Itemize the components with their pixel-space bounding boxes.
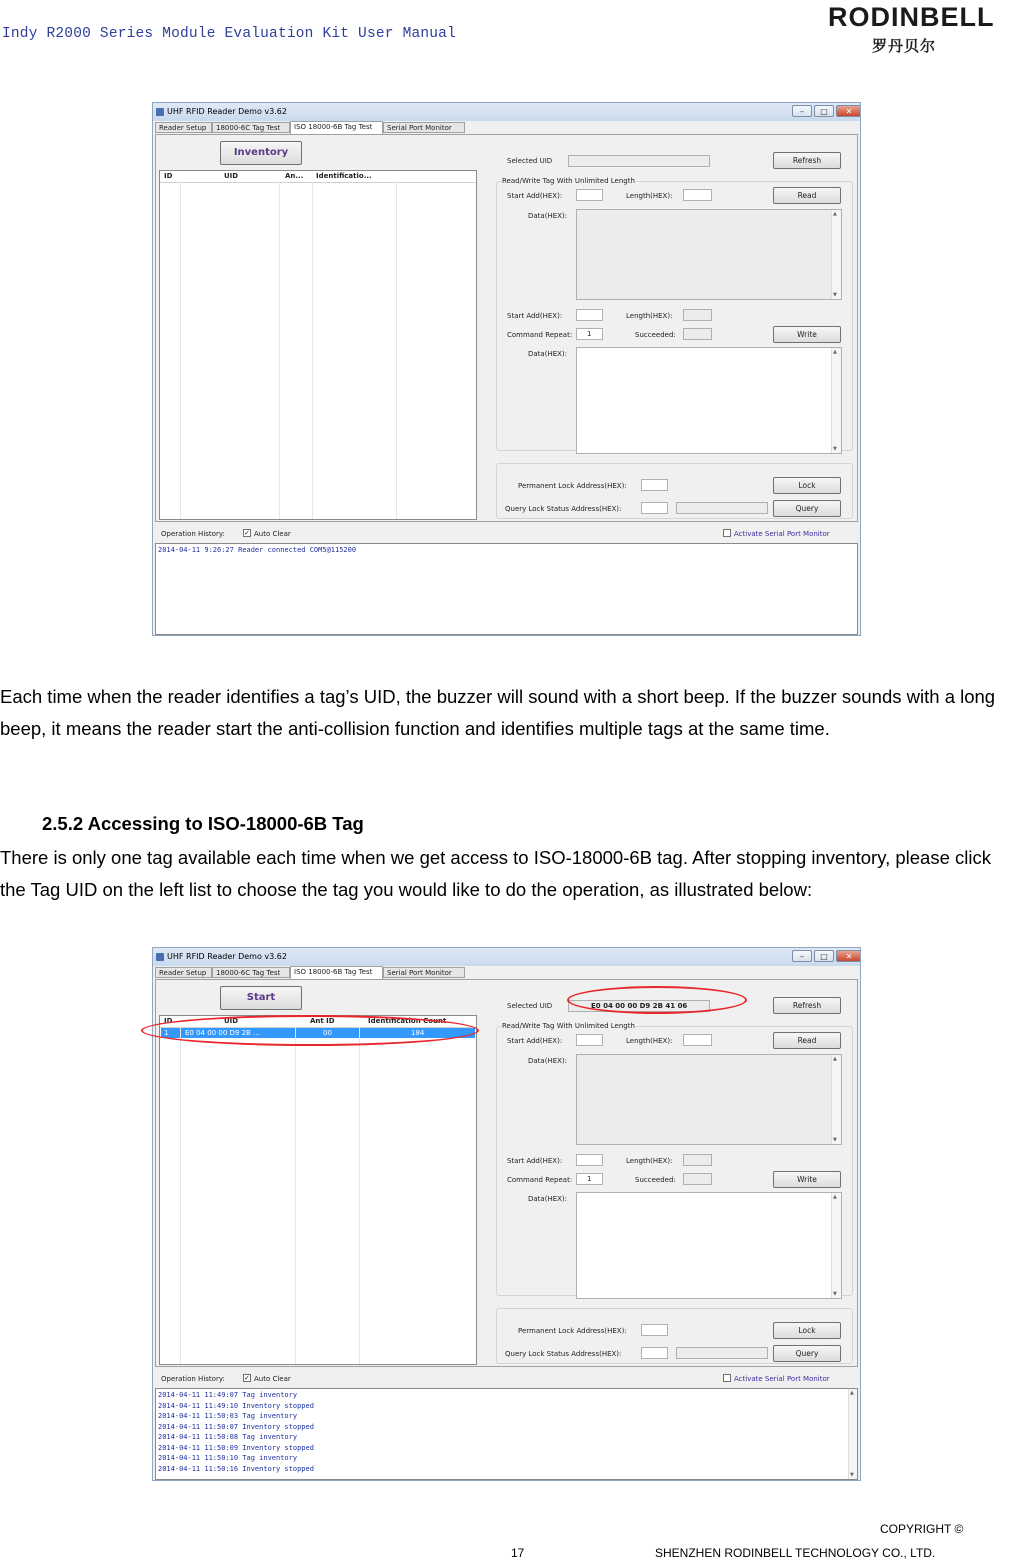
data-read-textarea[interactable]: [576, 209, 842, 300]
window-title: UHF RFID Reader Demo v3.62: [167, 107, 287, 116]
query-lock-label: Query Lock Status Address(HEX):: [505, 505, 622, 513]
minimize-button[interactable]: –: [792, 105, 812, 117]
query-button[interactable]: Query: [773, 1345, 841, 1362]
write-button[interactable]: Write: [773, 1171, 841, 1188]
operation-log[interactable]: [155, 543, 858, 635]
start-add-write-input[interactable]: [576, 309, 603, 321]
selected-uid-label: Selected UID: [507, 157, 553, 165]
log-line: 2014-04-11 11:50:08 Tag inventory: [158, 1433, 298, 1441]
length-input[interactable]: [683, 1034, 712, 1046]
auto-clear-label: Auto Clear: [254, 530, 291, 538]
lock-button[interactable]: Lock: [773, 477, 841, 494]
page-number: 17: [511, 1546, 525, 1560]
length-write-label: Length(HEX):: [626, 312, 673, 320]
col-id[interactable]: ID: [164, 172, 173, 180]
tab-reader-setup[interactable]: Reader Setup: [155, 967, 212, 978]
start-add-write-label: Start Add(HEX):: [507, 312, 563, 320]
succeeded-field: [683, 1173, 712, 1185]
inventory-button[interactable]: Inventory: [220, 141, 302, 165]
activate-monitor-checkbox[interactable]: [723, 1374, 731, 1382]
screenshot-window-inventory: [152, 102, 861, 636]
rw-group-title: Read/Write Tag With Unlimited Length: [502, 177, 635, 185]
succeeded-field: [683, 328, 712, 340]
start-button[interactable]: Start: [220, 986, 302, 1010]
length-label: Length(HEX):: [626, 1037, 673, 1045]
write-button[interactable]: Write: [773, 326, 841, 343]
log-line: 2014-04-11 11:50:09 Inventory stopped: [158, 1443, 314, 1452]
length-write-label: Length(HEX):: [626, 1157, 673, 1165]
query-lock-label: Query Lock Status Address(HEX):: [505, 1350, 622, 1358]
start-add-input[interactable]: [576, 189, 603, 201]
command-repeat-input[interactable]: 1: [576, 1173, 603, 1185]
data-write-label: Data(HEX):: [528, 1195, 568, 1203]
operation-history-label: Operation History:: [161, 530, 225, 538]
row-ant: 00: [323, 1029, 332, 1037]
document-title: Indy R2000 Series Module Evaluation Kit User Manual: [2, 26, 456, 42]
tab-reader-setup[interactable]: Reader Setup: [155, 122, 212, 133]
rw-group-title: Read/Write Tag With Unlimited Length: [502, 1022, 635, 1030]
tag-list[interactable]: [159, 1015, 477, 1365]
activate-monitor-label: Activate Serial Port Monitor: [734, 530, 830, 538]
start-add-write-input[interactable]: [576, 1154, 603, 1166]
log-line: 2014-04-11 11:49:07 Tag inventory: [158, 1391, 298, 1399]
length-write-field: [683, 309, 712, 321]
row-id: 1: [164, 1029, 169, 1037]
query-lock-result: [676, 502, 768, 514]
close-button[interactable]: ✕: [836, 950, 861, 962]
perm-lock-label: Permanent Lock Address(HEX):: [518, 1327, 627, 1335]
data-read-label: Data(HEX):: [528, 212, 568, 220]
tab-18000-6c[interactable]: 18000-6C Tag Test: [212, 967, 290, 978]
refresh-button[interactable]: Refresh: [773, 997, 841, 1014]
window-title: UHF RFID Reader Demo v3.62: [167, 952, 287, 961]
start-add-label: Start Add(HEX):: [507, 1037, 563, 1045]
paragraph-beep: Each time when the reader identifies a tag’s UID, the buzzer will sound with a short beep. If the buzzer sounds with a long beep, it means the reader start the anti-collision function and identifies multiple tags at the same time.: [0, 686, 996, 739]
activate-monitor-label: Activate Serial Port Monitor: [734, 1375, 830, 1383]
lock-button[interactable]: Lock: [773, 1322, 841, 1339]
logo-text: RODINBELL: [828, 2, 995, 32]
data-write-textarea[interactable]: [576, 347, 842, 454]
data-write-label: Data(HEX):: [528, 350, 568, 358]
footer-copyright: COPYRIGHT ©: [880, 1522, 964, 1536]
log-line: 2014-04-11 9:26:27 Reader connected COM5@115200: [158, 546, 357, 554]
minimize-button[interactable]: –: [792, 950, 812, 962]
tag-list[interactable]: [159, 170, 477, 520]
tab-panel: [155, 134, 858, 522]
col-uid[interactable]: UID: [224, 1017, 239, 1025]
row-uid: E0 04 00 00 D9 2B ...: [185, 1029, 260, 1037]
read-button[interactable]: Read: [773, 187, 841, 204]
activate-monitor-checkbox[interactable]: [723, 529, 731, 537]
log-line: 2014-04-11 11:50:03 Tag inventory: [158, 1412, 298, 1420]
succeeded-label: Succeeded:: [635, 331, 676, 339]
col-ant-id[interactable]: Ant ID: [310, 1017, 335, 1025]
log-line: 2014-04-11 11:50:16 Inventory stopped: [158, 1464, 314, 1473]
length-input[interactable]: [683, 189, 712, 201]
window-titlebar: [153, 948, 860, 966]
query-lock-input[interactable]: [641, 502, 668, 514]
app-icon: [156, 108, 164, 116]
command-repeat-label: Command Repeat:: [507, 1176, 573, 1184]
log-scrollbar[interactable]: [848, 1389, 857, 1479]
close-button[interactable]: ✕: [836, 105, 861, 117]
col-uid[interactable]: UID: [224, 172, 239, 180]
auto-clear-checkbox[interactable]: ✓: [244, 529, 250, 537]
log-line: 2014-04-11 11:50:07 Inventory stopped: [158, 1422, 314, 1431]
operation-history-label: Operation History:: [161, 1375, 225, 1383]
auto-clear-checkbox[interactable]: ✓: [244, 1374, 250, 1382]
refresh-button[interactable]: Refresh: [773, 152, 841, 169]
maximize-button[interactable]: □: [814, 950, 834, 962]
log-line: 2014-04-11 11:49:10 Inventory stopped: [158, 1401, 314, 1410]
start-add-input[interactable]: [576, 1034, 603, 1046]
data-write-textarea[interactable]: [576, 1192, 842, 1299]
selected-uid-field: [568, 155, 710, 167]
data-read-textarea[interactable]: [576, 1054, 842, 1145]
query-button[interactable]: Query: [773, 500, 841, 517]
footer-company: SHENZHEN RODINBELL TECHNOLOGY CO., LTD.: [655, 1546, 936, 1560]
col-identification[interactable]: Identificatio...: [316, 172, 372, 180]
highlight-ellipse-selected-uid: [567, 986, 747, 1014]
col-identification-count[interactable]: Identification Count: [368, 1017, 447, 1025]
auto-clear-label: Auto Clear: [254, 1375, 291, 1383]
tab-18000-6c[interactable]: 18000-6C Tag Test: [212, 122, 290, 133]
start-add-label: Start Add(HEX):: [507, 192, 563, 200]
query-lock-result: [676, 1347, 768, 1359]
app-icon: [156, 953, 164, 961]
company-logo: [828, 2, 1008, 58]
perm-lock-input[interactable]: [641, 1324, 668, 1336]
row-count: 184: [411, 1029, 425, 1037]
paragraph-access: There is only one tag available each time when we get access to ISO-18000-6B tag. After stopping inventory, please click the Tag UID on the left list to choose the tag you would like to do the operation, as illustrated below:: [0, 847, 991, 900]
col-id[interactable]: ID: [164, 1017, 173, 1025]
maximize-button[interactable]: □: [814, 105, 834, 117]
succeeded-label: Succeeded:: [635, 1176, 676, 1184]
logo-cn: 罗丹贝尔: [872, 38, 937, 55]
section-heading: 2.5.2 Accessing to ISO-18000-6B Tag: [42, 813, 364, 834]
tab-iso-18000-6b[interactable]: ISO 18000-6B Tag Test: [290, 121, 383, 134]
perm-lock-input[interactable]: [641, 479, 668, 491]
perm-lock-label: Permanent Lock Address(HEX):: [518, 482, 627, 490]
selected-uid-field: E0 04 00 00 D9 2B 41 06: [568, 1000, 710, 1012]
selected-uid-label: Selected UID: [507, 1002, 553, 1010]
query-lock-input[interactable]: [641, 1347, 668, 1359]
command-repeat-input[interactable]: 1: [576, 328, 603, 340]
data-read-label: Data(HEX):: [528, 1057, 568, 1065]
log-line: 2014-04-11 11:50:10 Tag inventory: [158, 1454, 298, 1462]
highlight-ellipse-tag-row: [141, 1015, 479, 1046]
start-add-write-label: Start Add(HEX):: [507, 1157, 563, 1165]
tab-iso-18000-6b[interactable]: ISO 18000-6B Tag Test: [290, 966, 383, 979]
tab-serial-port-monitor[interactable]: Serial Port Monitor: [383, 967, 465, 978]
tab-serial-port-monitor[interactable]: Serial Port Monitor: [383, 122, 465, 133]
operation-log[interactable]: [155, 1388, 858, 1480]
length-write-field: [683, 1154, 712, 1166]
window-titlebar: [153, 103, 860, 121]
command-repeat-label: Command Repeat:: [507, 331, 573, 339]
length-label: Length(HEX):: [626, 192, 673, 200]
read-button[interactable]: Read: [773, 1032, 841, 1049]
col-ant[interactable]: An...: [285, 172, 304, 180]
